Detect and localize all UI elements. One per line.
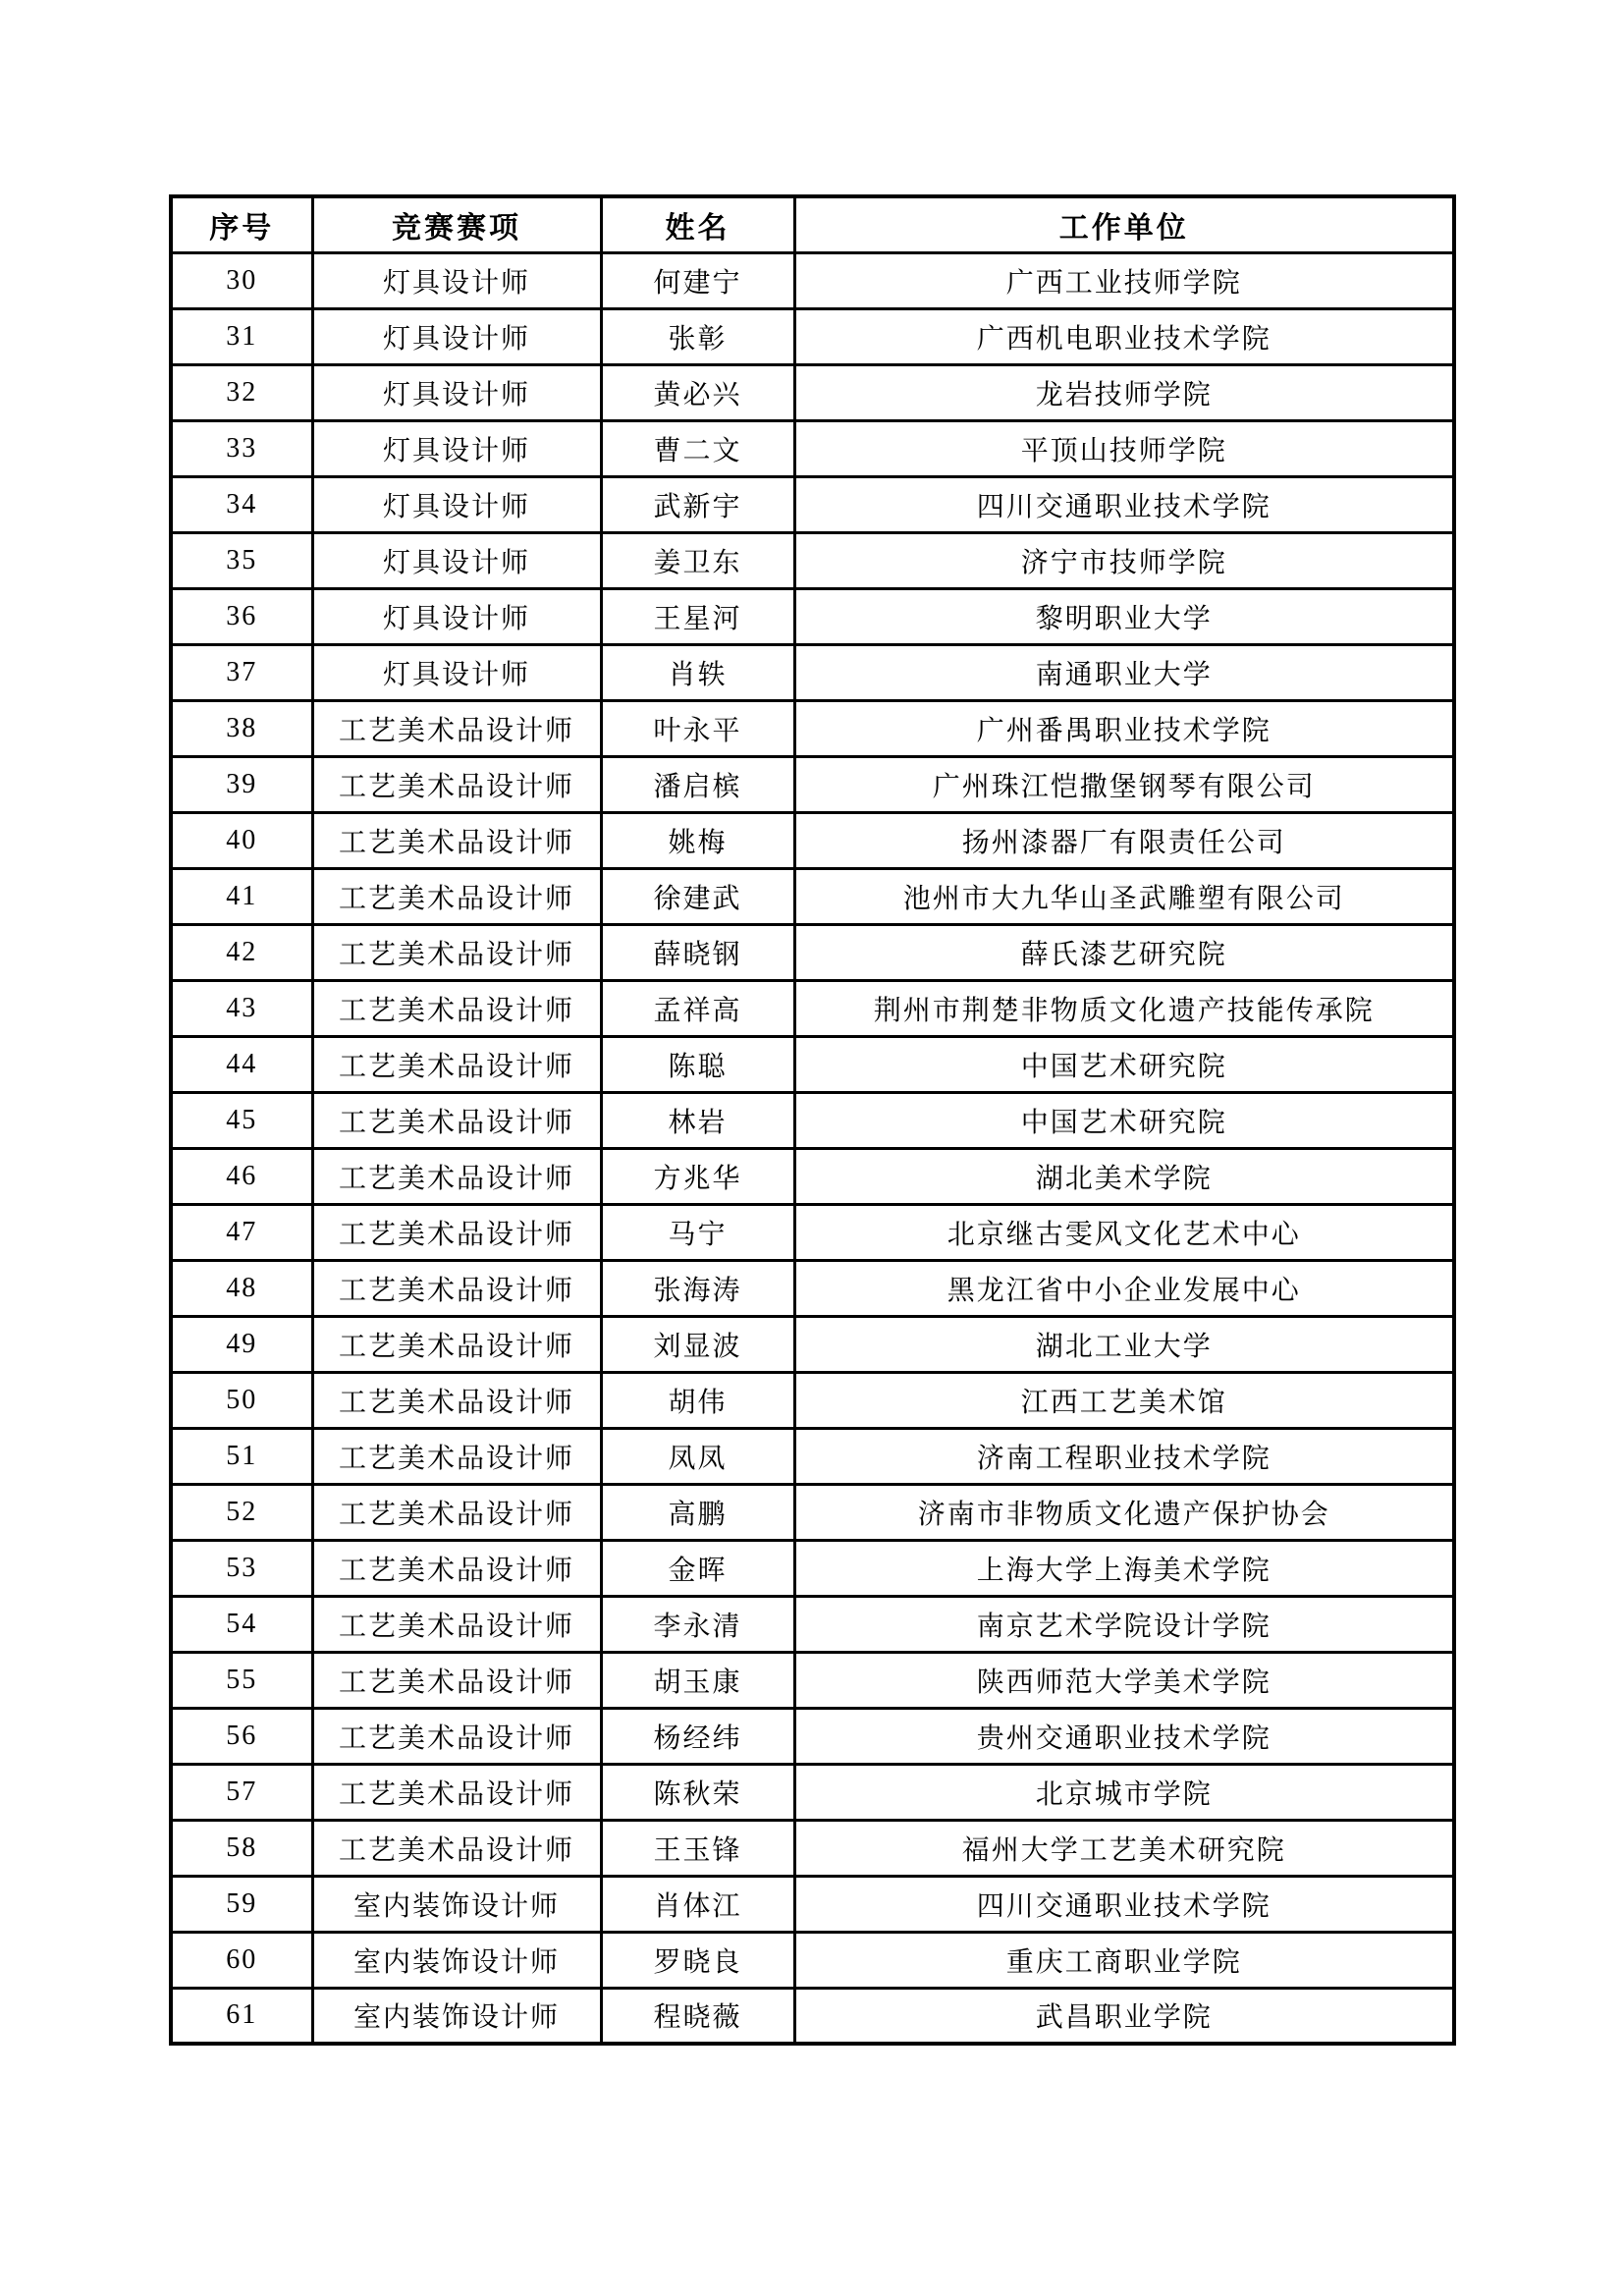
cell-name: 薛晓钢 [601,924,794,980]
table-row [171,1372,1454,1428]
cell-org: 武昌职业学院 [794,1988,1454,2044]
cell-no: 51 [171,1428,312,1484]
table-row [171,1596,1454,1652]
table-row [171,1988,1454,2044]
cell-org: 扬州漆器厂有限责任公司 [794,812,1454,868]
cell-name: 张海涛 [601,1260,794,1316]
cell-name: 黄必兴 [601,364,794,420]
table-header [171,196,1454,252]
cell-no: 52 [171,1484,312,1540]
cell-name: 林岩 [601,1092,794,1148]
cell-org: 四川交通职业技术学院 [794,476,1454,532]
cell-event: 灯具设计师 [312,308,601,364]
table-row [171,1260,1454,1316]
cell-org: 上海大学上海美术学院 [794,1540,1454,1596]
cell-name: 武新宇 [601,476,794,532]
cell-name: 姜卫东 [601,532,794,588]
table-row [171,532,1454,588]
table-row [171,1876,1454,1932]
cell-event: 工艺美术品设计师 [312,1036,601,1092]
table-body [171,252,1454,2044]
cell-no: 47 [171,1204,312,1260]
cell-name: 肖体江 [601,1876,794,1932]
table-row [171,252,1454,308]
table-row [171,980,1454,1036]
cell-name: 高鹏 [601,1484,794,1540]
cell-org: 南通职业大学 [794,644,1454,700]
cell-org: 池州市大九华山圣武雕塑有限公司 [794,868,1454,924]
cell-no: 33 [171,420,312,476]
cell-no: 46 [171,1148,312,1204]
cell-no: 57 [171,1764,312,1820]
cell-name: 杨经纬 [601,1708,794,1764]
cell-name: 程晓薇 [601,1988,794,2044]
cell-event: 工艺美术品设计师 [312,1428,601,1484]
cell-org: 福州大学工艺美术研究院 [794,1820,1454,1876]
cell-no: 38 [171,700,312,756]
cell-event: 工艺美术品设计师 [312,756,601,812]
cell-no: 39 [171,756,312,812]
cell-event: 室内装饰设计师 [312,1876,601,1932]
table-row [171,1652,1454,1708]
table-row [171,756,1454,812]
cell-org: 薛氏漆艺研究院 [794,924,1454,980]
cell-event: 工艺美术品设计师 [312,980,601,1036]
table-row [171,1316,1454,1372]
cell-name: 陈聪 [601,1036,794,1092]
cell-name: 马宁 [601,1204,794,1260]
cell-name: 凤凤 [601,1428,794,1484]
table-row [171,644,1454,700]
cell-org: 荆州市荆楚非物质文化遗产技能传承院 [794,980,1454,1036]
cell-name: 李永清 [601,1596,794,1652]
table-row [171,364,1454,420]
cell-no: 41 [171,868,312,924]
cell-event: 工艺美术品设计师 [312,812,601,868]
cell-name: 王星河 [601,588,794,644]
cell-no: 43 [171,980,312,1036]
table-row [171,1092,1454,1148]
cell-name: 肖轶 [601,644,794,700]
table-row [171,420,1454,476]
cell-name: 孟祥高 [601,980,794,1036]
table-row [171,812,1454,868]
table-row [171,1540,1454,1596]
cell-name: 张彰 [601,308,794,364]
cell-event: 工艺美术品设计师 [312,700,601,756]
cell-no: 45 [171,1092,312,1148]
table-row [171,1036,1454,1092]
cell-event: 工艺美术品设计师 [312,1092,601,1148]
cell-no: 49 [171,1316,312,1372]
table-row [171,588,1454,644]
cell-event: 工艺美术品设计师 [312,1820,601,1876]
cell-org: 湖北美术学院 [794,1148,1454,1204]
cell-org: 济宁市技师学院 [794,532,1454,588]
cell-org: 龙岩技师学院 [794,364,1454,420]
cell-org: 重庆工商职业学院 [794,1932,1454,1988]
table-row [171,308,1454,364]
cell-no: 40 [171,812,312,868]
cell-org: 平顶山技师学院 [794,420,1454,476]
cell-no: 56 [171,1708,312,1764]
cell-event: 灯具设计师 [312,588,601,644]
cell-org: 济南工程职业技术学院 [794,1428,1454,1484]
cell-event: 灯具设计师 [312,420,601,476]
cell-name: 叶永平 [601,700,794,756]
cell-event: 室内装饰设计师 [312,1932,601,1988]
cell-event: 工艺美术品设计师 [312,868,601,924]
cell-event: 工艺美术品设计师 [312,1764,601,1820]
table-row [171,1820,1454,1876]
table-row [171,700,1454,756]
cell-name: 胡伟 [601,1372,794,1428]
cell-name: 潘启槟 [601,756,794,812]
cell-event: 工艺美术品设计师 [312,1708,601,1764]
cell-org: 广州珠江恺撒堡钢琴有限公司 [794,756,1454,812]
cell-org: 广西工业技师学院 [794,252,1454,308]
cell-org: 北京继古雯风文化艺术中心 [794,1204,1454,1260]
cell-event: 灯具设计师 [312,364,601,420]
table-row [171,1764,1454,1820]
cell-no: 37 [171,644,312,700]
cell-name: 陈秋荣 [601,1764,794,1820]
cell-event: 工艺美术品设计师 [312,1596,601,1652]
cell-org: 贵州交通职业技术学院 [794,1708,1454,1764]
cell-no: 55 [171,1652,312,1708]
cell-name: 王玉锋 [601,1820,794,1876]
table-row [171,1204,1454,1260]
col-header-competition-event: 竞赛赛项 [312,196,601,252]
cell-org: 陕西师范大学美术学院 [794,1652,1454,1708]
cell-no: 42 [171,924,312,980]
cell-org: 广西机电职业技术学院 [794,308,1454,364]
cell-event: 工艺美术品设计师 [312,1540,601,1596]
cell-name: 罗晓良 [601,1932,794,1988]
cell-event: 室内装饰设计师 [312,1988,601,2044]
table-row [171,868,1454,924]
cell-event: 工艺美术品设计师 [312,1260,601,1316]
cell-name: 胡玉康 [601,1652,794,1708]
cell-org: 黑龙江省中小企业发展中心 [794,1260,1454,1316]
table-row [171,476,1454,532]
cell-event: 工艺美术品设计师 [312,1372,601,1428]
cell-event: 灯具设计师 [312,532,601,588]
table-row [171,1484,1454,1540]
cell-no: 44 [171,1036,312,1092]
table-row [171,1428,1454,1484]
cell-no: 61 [171,1988,312,2044]
cell-org: 中国艺术研究院 [794,1036,1454,1092]
cell-no: 59 [171,1876,312,1932]
table-row [171,924,1454,980]
cell-no: 34 [171,476,312,532]
cell-no: 32 [171,364,312,420]
cell-no: 36 [171,588,312,644]
cell-name: 徐建武 [601,868,794,924]
cell-event: 灯具设计师 [312,476,601,532]
cell-name: 姚梅 [601,812,794,868]
header-row [171,196,1454,252]
cell-event: 工艺美术品设计师 [312,1148,601,1204]
cell-name: 金晖 [601,1540,794,1596]
cell-no: 50 [171,1372,312,1428]
cell-no: 35 [171,532,312,588]
cell-event: 灯具设计师 [312,644,601,700]
col-header-name: 姓名 [601,196,794,252]
cell-org: 南京艺术学院设计学院 [794,1596,1454,1652]
cell-event: 工艺美术品设计师 [312,1484,601,1540]
cell-name: 方兆华 [601,1148,794,1204]
cell-event: 工艺美术品设计师 [312,1316,601,1372]
cell-no: 58 [171,1820,312,1876]
table-row [171,1708,1454,1764]
cell-no: 30 [171,252,312,308]
cell-org: 中国艺术研究院 [794,1092,1454,1148]
cell-org: 江西工艺美术馆 [794,1372,1454,1428]
cell-event: 工艺美术品设计师 [312,924,601,980]
cell-org: 湖北工业大学 [794,1316,1454,1372]
cell-event: 灯具设计师 [312,252,601,308]
cell-org: 广州番禺职业技术学院 [794,700,1454,756]
cell-no: 53 [171,1540,312,1596]
table-row [171,1932,1454,1988]
cell-name: 刘显波 [601,1316,794,1372]
cell-event: 工艺美术品设计师 [312,1652,601,1708]
col-header-work-unit: 工作单位 [794,196,1454,252]
cell-event: 工艺美术品设计师 [312,1204,601,1260]
cell-name: 曹二文 [601,420,794,476]
col-header-serial-number: 序号 [171,196,312,252]
cell-name: 何建宁 [601,252,794,308]
cell-org: 四川交通职业技术学院 [794,1876,1454,1932]
cell-no: 60 [171,1932,312,1988]
cell-no: 48 [171,1260,312,1316]
cell-org: 济南市非物质文化遗产保护协会 [794,1484,1454,1540]
competition-roster-table [169,194,1456,2046]
cell-org: 黎明职业大学 [794,588,1454,644]
table-row [171,1148,1454,1204]
cell-org: 北京城市学院 [794,1764,1454,1820]
cell-no: 31 [171,308,312,364]
cell-no: 54 [171,1596,312,1652]
